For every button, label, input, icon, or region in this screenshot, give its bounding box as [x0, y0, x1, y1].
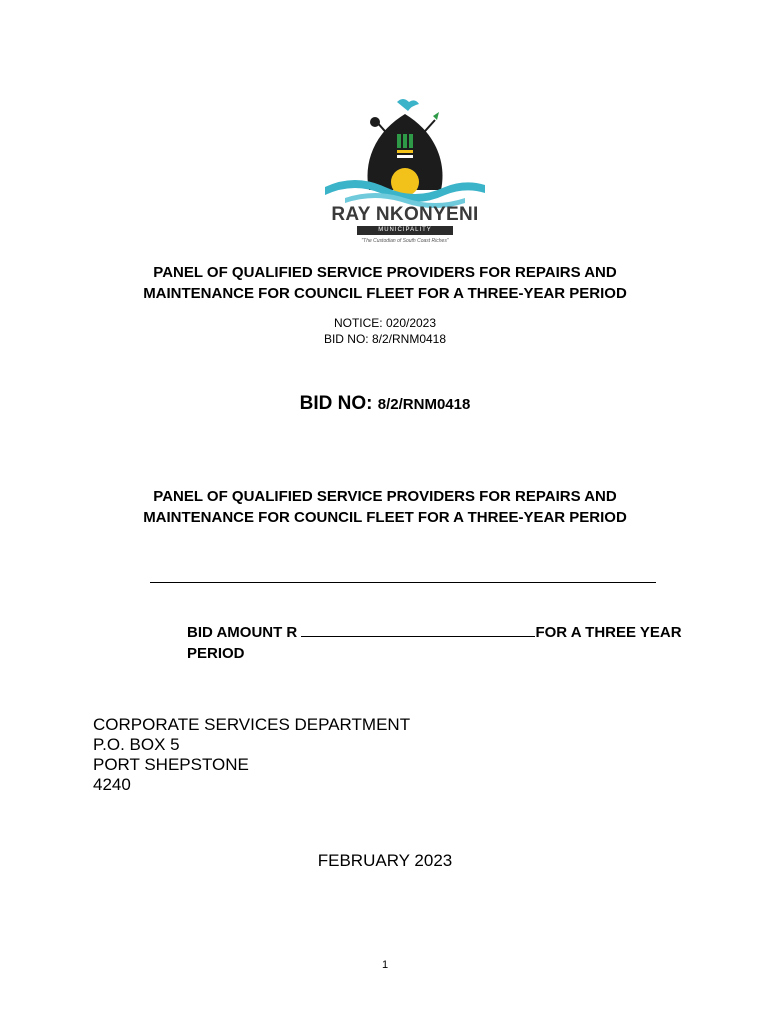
- address-block: [93, 715, 410, 795]
- logo-motto: "The Custodian of South Coast Riches": [361, 238, 449, 244]
- bird-icon: [397, 99, 419, 111]
- notice-number: NOTICE: 020/2023: [333, 316, 437, 330]
- notice-block: [0, 315, 770, 347]
- bid-number-small: BID NO: 8/2/RNM0418: [323, 332, 447, 346]
- signature-line: [150, 582, 656, 583]
- address-line-3: PORT SHEPSTONE: [93, 755, 249, 774]
- document-date: FEBRUARY 2023: [317, 851, 453, 870]
- title-line-1: PANEL OF QUALIFIED SERVICE PROVIDERS FOR REPAIRS AND: [153, 264, 617, 281]
- bid-amount-blank[interactable]: [301, 622, 535, 637]
- page-number: 1: [381, 959, 389, 971]
- logo-wordmark: RAY NKONYENI: [331, 204, 479, 225]
- address-line-4: 4240: [93, 775, 131, 794]
- bid-number-value: 8/2/RNM0418: [377, 396, 471, 413]
- bid-amount-suffix: FOR A THREE YEAR: [535, 624, 682, 641]
- document-title-repeat: [0, 486, 770, 528]
- bid-number-label: BID NO:: [299, 393, 373, 414]
- title-line-2: MAINTENANCE FOR COUNCIL FLEET FOR A THREE-YEAR PERIOD: [143, 285, 627, 302]
- title-repeat-line-1: PANEL OF QUALIFIED SERVICE PROVIDERS FOR REPAIRS AND: [153, 488, 617, 505]
- title-repeat-line-2: MAINTENANCE FOR COUNCIL FLEET FOR A THREE-YEAR PERIOD: [143, 509, 627, 526]
- bid-amount-prefix: BID AMOUNT R: [187, 624, 298, 641]
- document-title: [0, 262, 770, 304]
- address-line-2: P.O. BOX 5: [93, 735, 180, 754]
- address-line-1: CORPORATE SERVICES DEPARTMENT: [93, 715, 411, 734]
- logo-subtitle: MUNICIPALITY: [357, 226, 453, 235]
- bid-amount-field: [187, 622, 727, 664]
- bid-number-heading: [0, 393, 770, 415]
- bid-amount-line-2: PERIOD: [187, 645, 245, 662]
